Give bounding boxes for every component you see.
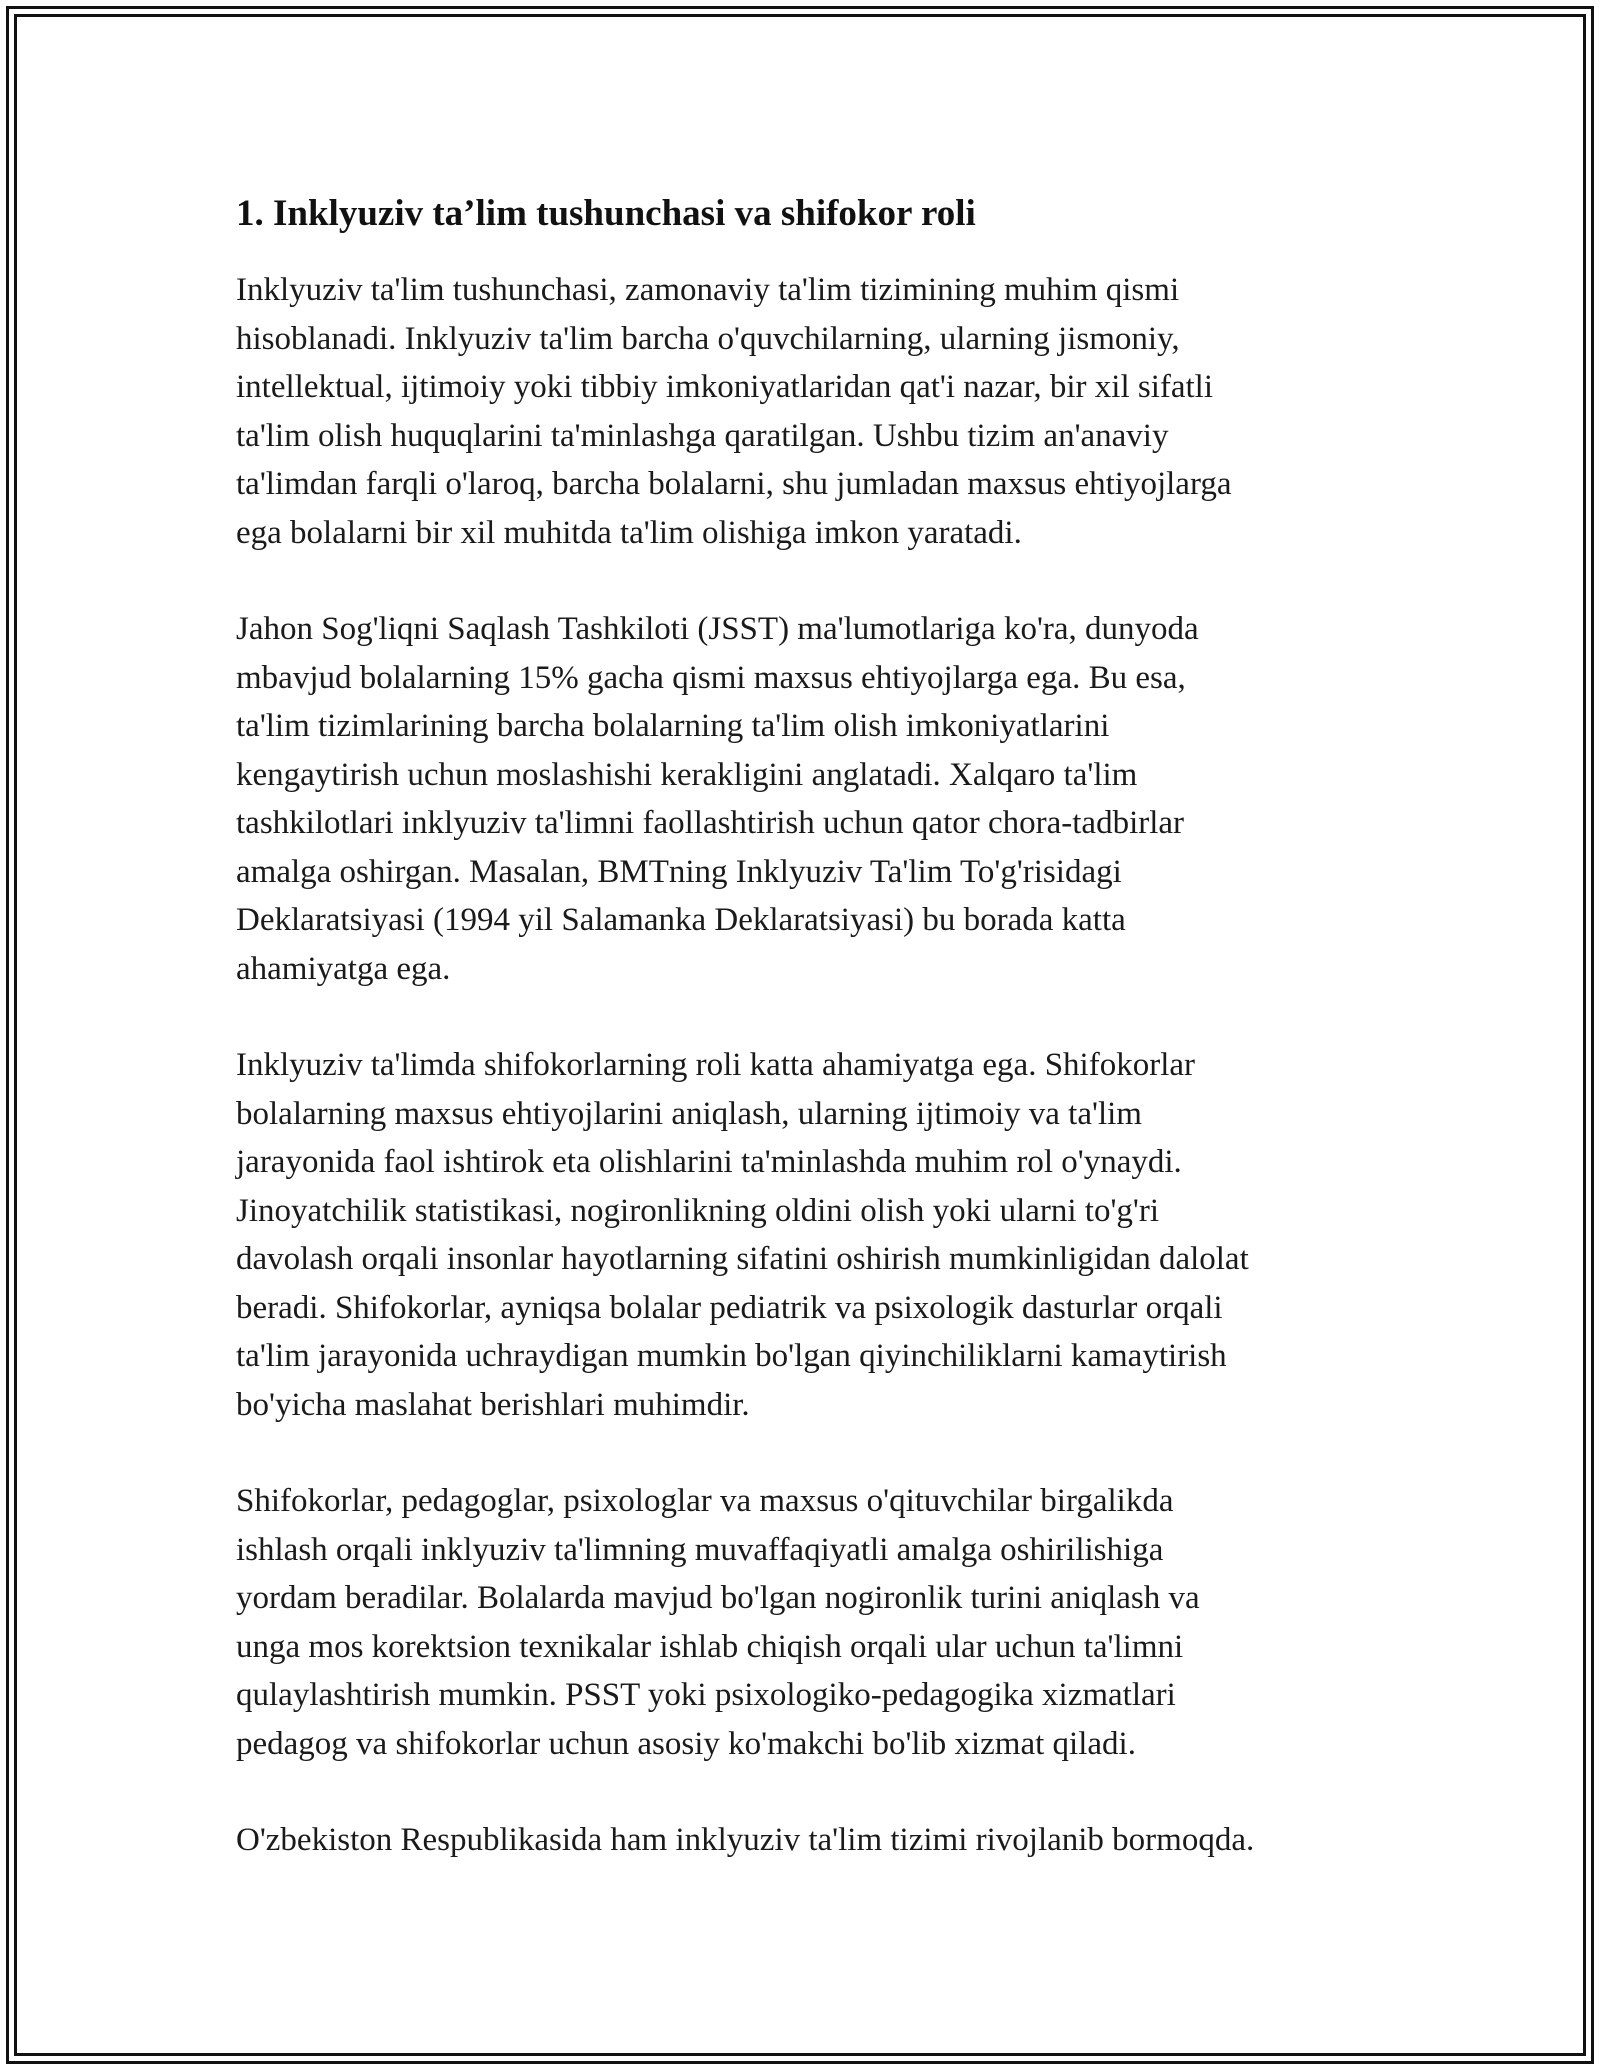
paragraph-line: Jahon Sog'liqni Saqlash Tashkiloti (JSST) ma'lumotlariga ko'ra, dunyoda [236,611,1199,647]
paragraph-line: tashkilotlari inklyuziv ta'limni faollashtirish uchun qator chora-tadbirlar [236,805,1185,841]
paragraph-line: beradi. Shifokorlar, ayniqsa bolalar pediatrik va psixologik dasturlar orqali [236,1289,1223,1326]
paragraph-line: Inklyuziv ta'limda shifokorlarning roli katta ahamiyatga ega. Shifokorlar [236,1047,1195,1083]
paragraph-line: jarayonida faol ishtirok eta olishlarini ta'minlashda muhim rol o'ynaydi. [236,1144,1182,1180]
paragraph-line: ahamiyatga ega. [236,950,451,987]
paragraph-line: Jinoyatchilik statistikasi, nogironlikning oldini olish yoki ularni to'g'ri [236,1192,1160,1229]
paragraph-line: ta'lim tizimlarining barcha bolalarning ta'lim olish imkoniyatlarini [236,708,1110,744]
paragraph-line: amalga oshirgan. Masalan, BMTning Inklyuziv Ta'lim To'g'risidagi [236,853,1122,890]
paragraph-line: mbavjud bolalarning 15% gacha qismi maxsus ehtiyojlarga ega. Bu esa, [236,659,1186,696]
paragraph-line: ta'lim olish huquqlarini ta'minlashga qaratilgan. Ushbu tizim an'anaviy [236,417,1169,454]
paragraph-line: unga mos korektsion texnikalar ishlab chiqish orqali ular uchun ta'limni [236,1628,1184,1665]
paragraph [236,1816,1386,1865]
paragraph-line: pedagog va shifokorlar uchun asosiy ko'makchi bo'lib xizmat qiladi. [236,1725,1136,1762]
paragraph [236,1041,1386,1429]
paragraph [236,1477,1386,1768]
paragraph-line: ta'limdan farqli o'laroq, barcha bolalarni, shu jumladan maxsus ehtiyojlarga [236,466,1232,502]
paragraph-line: hisoblanadi. Inklyuziv ta'lim barcha o'quvchilarning, ularning jismoniy, [236,320,1180,357]
paragraph-line: Shifokorlar, pedagoglar, psixologlar va maxsus o'qituvchilar birgalikda [236,1483,1174,1519]
paragraph-line: qulaylashtirish mumkin. PSST yoki psixologiko-pedagogika xizmatlari [236,1677,1176,1713]
paragraph-line: kengaytirish uchun moslashishi kerakligini anglatadi. Xalqaro ta'lim [236,756,1138,793]
paragraph-line: davolash orqali insonlar hayotlarning sifatini oshirish mumkinligidan dalolat [236,1241,1249,1277]
paragraph-line: yordam beradilar. Bolalarda mavjud bo'lgan nogironlik turini aniqlash va [236,1580,1200,1616]
paragraph-line: intellektual, ijtimoiy yoki tibbiy imkoniyatlaridan qat'i nazar, bir xil sifatli [236,369,1214,405]
paragraph-line: Deklaratsiyasi (1994 yil Salamanka Deklaratsiyasi) bu borada katta [236,902,1126,938]
paragraph-line: ega bolalarni bir xil muhitda ta'lim olishiga imkon yaratadi. [236,514,1022,551]
paragraph [236,266,1386,557]
paragraph [236,605,1386,993]
paragraph-line: bolalarning maxsus ehtiyojlarini aniqlash, ularning ijtimoiy va ta'lim [236,1095,1142,1132]
document-body [236,188,1386,1865]
paragraph-line: bo'yicha maslahat berishlari muhimdir. [236,1386,750,1423]
paragraph-list [236,266,1386,1865]
section-title: 1. Inklyuziv ta’lim tushunchasi va shifokor roli [236,193,976,234]
paragraph-line: O'zbekiston Respublikasida ham inklyuziv ta'lim tizimi rivojlanib bormoqda. [236,1822,1255,1858]
paragraph-line: ta'lim jarayonida uchraydigan mumkin bo'lgan qiyinchiliklarni kamaytirish [236,1338,1227,1374]
paragraph-line: ishlash orqali inklyuziv ta'limning muvaffaqiyatli amalga oshirilishiga [236,1531,1164,1568]
paragraph-line: Inklyuziv ta'lim tushunchasi, zamonaviy ta'lim tizimining muhim qismi [236,272,1180,308]
